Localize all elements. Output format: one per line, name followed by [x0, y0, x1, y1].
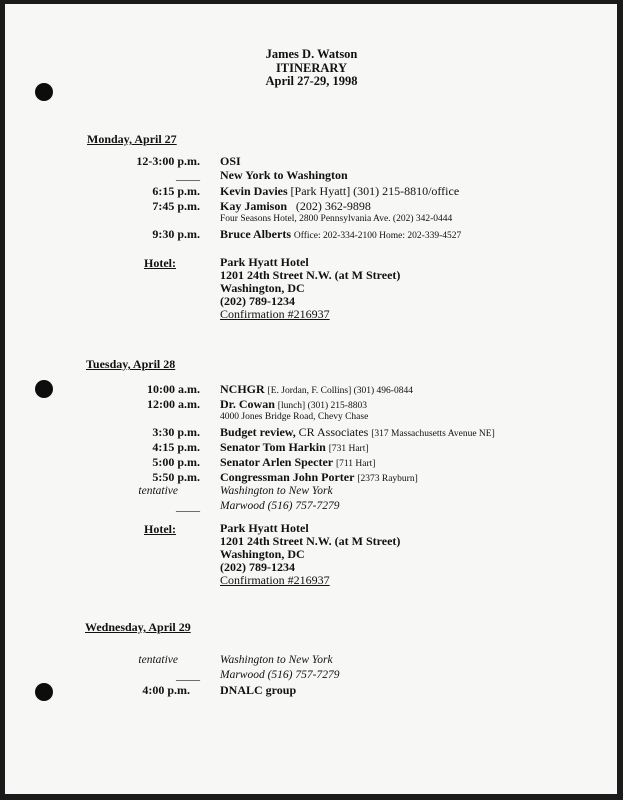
event-entry: [220, 683, 296, 698]
event-entry: [220, 168, 348, 183]
event-entry: [220, 397, 367, 412]
time-label: 4:00 p.m.: [142, 683, 190, 697]
punch-hole: [35, 380, 53, 398]
event-entry: [220, 184, 459, 199]
event-title: New York to Washington: [220, 168, 348, 182]
time-label: 5:00 p.m.: [152, 455, 200, 469]
event-phone: (301) 215-8810/office: [353, 184, 460, 198]
hotel-name: Park Hyatt Hotel: [220, 521, 309, 535]
event-title: DNALC group: [220, 683, 297, 697]
hotel-label: Hotel:: [144, 256, 176, 270]
hotel-phone: (202) 789-1234: [220, 294, 295, 308]
hotel-city: Washington, DC: [220, 547, 305, 561]
event-entry: [220, 199, 371, 214]
event-detail: [lunch] (301) 215-8803: [277, 401, 367, 411]
time-label: 12:00 a.m.: [147, 397, 200, 411]
hotel-confirmation: Confirmation #216937: [220, 573, 330, 587]
hotel-confirmation: Confirmation #216937: [220, 307, 330, 321]
time-tentative: tentative: [138, 654, 178, 666]
event-name: Kay Jamison: [220, 199, 288, 213]
event-travel: Washington to New York: [220, 654, 333, 666]
event-location: [711 Hart]: [335, 459, 376, 469]
event-phone: (202) 362-9898: [295, 199, 371, 213]
event-name: Kevin Davies: [220, 184, 288, 198]
event-name: NCHGR: [220, 382, 265, 396]
punch-hole: [35, 683, 53, 701]
time-label: 6:15 p.m.: [152, 184, 200, 198]
event-name: Dr. Cowan: [220, 397, 275, 411]
hotel-block: [220, 256, 400, 321]
header-dates: April 27-29, 1998: [265, 74, 358, 88]
hotel-block: [220, 522, 400, 587]
hotel-name: Park Hyatt Hotel: [220, 255, 309, 269]
event-entry: [220, 154, 241, 169]
time-label: 12-3:00 p.m.: [136, 154, 200, 168]
event-detail: CR Associates: [298, 425, 369, 439]
hotel-phone: (202) 789-1234: [220, 560, 295, 574]
time-label: 4:15 p.m.: [152, 440, 200, 454]
time-label: 10:00 a.m.: [147, 382, 200, 396]
event-subline: Four Seasons Hotel, 2800 Pennsylvania Ave. (202) 342-0444: [220, 214, 453, 224]
event-travel: Marwood (516) 757-7279: [220, 669, 340, 681]
hotel-label: Hotel:: [144, 522, 176, 536]
time-tentative: tentative: [138, 485, 178, 497]
time-label: 5:50 p.m.: [152, 470, 200, 484]
event-entry: [220, 470, 418, 485]
hotel-address: 1201 24th Street N.W. (at M Street): [220, 268, 401, 282]
event-location: [731 Hart]: [328, 444, 369, 454]
header-title: ITINERARY: [275, 60, 348, 75]
hotel-address: 1201 24th Street N.W. (at M Street): [220, 534, 401, 548]
event-name: Congressman John Porter: [220, 470, 355, 484]
event-location: [Park Hyatt]: [290, 184, 351, 198]
time-label: 3:30 p.m.: [152, 425, 200, 439]
time-label: 9:30 p.m.: [152, 227, 200, 241]
event-name: Budget review,: [220, 425, 296, 439]
event-entry: [220, 425, 495, 440]
time-label: 7:45 p.m.: [152, 199, 200, 213]
event-title: OSI: [220, 154, 241, 168]
event-location: [317 Massachusetts Avenue NE]: [371, 429, 495, 439]
event-detail: [E. Jordan, F. Collins] (301) 496-0844: [267, 386, 413, 396]
event-name: Senator Tom Harkin: [220, 440, 326, 454]
event-name: Senator Arlen Specter: [220, 455, 334, 469]
event-entry: [220, 455, 375, 470]
event-location: [2373 Rayburn]: [357, 474, 418, 484]
event-travel: Marwood (516) 757-7279: [220, 500, 340, 512]
time-blank: ____: [176, 499, 200, 513]
event-subline: 4000 Jones Bridge Road, Chevy Chase: [220, 412, 369, 422]
hotel-city: Washington, DC: [220, 281, 305, 295]
event-name: Bruce Alberts: [220, 227, 291, 241]
day-heading-monday: Monday, April 27: [87, 132, 177, 146]
document-header: [0, 48, 623, 89]
event-travel: Washington to New York: [220, 485, 333, 497]
day-heading-tuesday: Tuesday, April 28: [86, 357, 176, 371]
day-heading-wednesday: Wednesday, April 29: [85, 620, 191, 634]
event-entry: [220, 227, 461, 242]
time-blank: ____: [176, 168, 200, 182]
time-blank: ____: [176, 668, 200, 682]
header-name: James D. Watson: [265, 47, 358, 61]
event-entry: [220, 382, 413, 397]
event-entry: [220, 440, 369, 455]
event-phone: Office: 202-334-2100 Home: 202-339-4527: [293, 231, 462, 241]
